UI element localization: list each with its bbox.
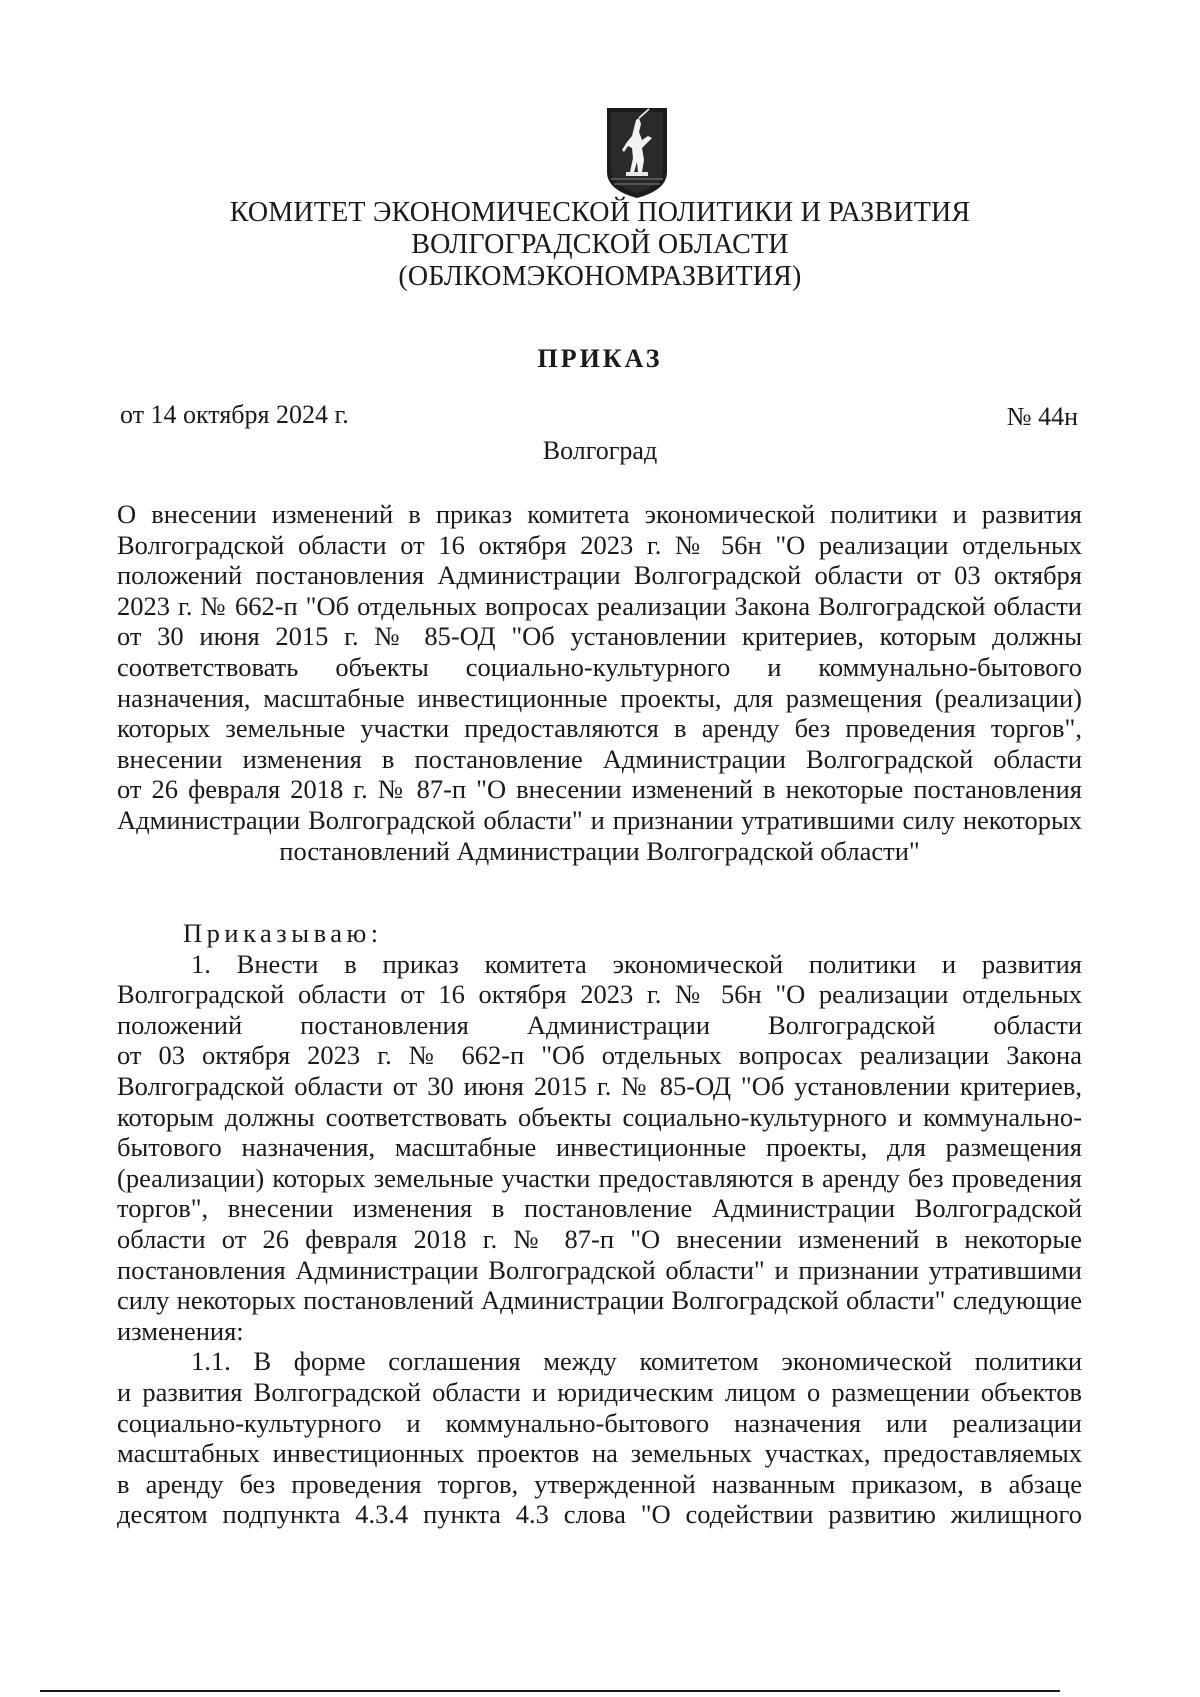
document-body [117,918,1082,1530]
body-line: десятом подпункта 4.3.4 пункта 4.3 слова "О содействии развитию жилищного [117,1499,1082,1530]
subject-line: назначения, масштабные инвестиционные проекты, для размещения (реализации) [117,682,1082,713]
body-line: социально-культурного и коммунально-бытового назначения или реализации [117,1407,1082,1438]
document-subject [117,499,1082,866]
document-city: Волгоград [542,436,658,465]
subject-line: которых земельные участки предоставляются в аренду без проведения торгов", [117,713,1082,744]
committee-name-line2: ВОЛГОГРАДСКОЙ ОБЛАСТИ [411,229,789,260]
document-title: ПРИКАЗ [537,344,663,373]
body-line: в аренду без проведения торгов, утвержденной названным приказом, в абзаце [117,1468,1082,1499]
committee-abbreviation: (ОБЛКОМЭКОНОМРАЗВИТИЯ) [398,261,802,292]
body-line: (реализации) которых земельные участки предоставляются в аренду без проведения [117,1162,1082,1193]
committee-name-line1: КОМИТЕТ ЭКОНОМИЧЕСКОЙ ПОЛИТИКИ И РАЗВИТИЯ [229,197,971,228]
subject-line: 2023 г. № 662-п "Об отдельных вопросах реализации Закона Волгоградской области [117,590,1082,621]
subject-line: О внесении изменений в приказ комитета экономической политики и развития [117,499,1082,529]
subject-line: соответствовать объекты социально-культурного и коммунально-бытового [117,651,1082,682]
body-line: бытового назначения, масштабные инвестиционные проекты, для размещения [117,1132,1082,1163]
body-line: изменения: [117,1315,244,1346]
body-line: 1. Внести в приказ комитета экономической политики и развития [191,948,1082,979]
subject-line: Волгоградской области от 16 октября 2023 г. № 56н "О реализации отдельных [117,529,1082,560]
body-line: области от 26 февраля 2018 г. № 87-п "О внесении изменений в некоторые [117,1223,1082,1254]
document-number: № 44н [1006,402,1078,431]
body-line: от 03 октября 2023 г. № 662-п "Об отдельных вопросах реализации Закона [117,1040,1082,1071]
body-line: торгов", внесении изменения в постановление Администрации Волгоградской [117,1193,1082,1224]
coat-of-arms-emblem [602,106,672,200]
body-line: и развития Волгоградской области и юридическим лицом о размещении объектов [117,1376,1082,1407]
body-line: положений постановления Администрации Волгоградской области [117,1009,1082,1040]
subject-line: от 30 июня 2015 г. № 85-ОД "Об установлении критериев, которым должны [117,621,1082,652]
order-word: Приказываю: [183,918,383,948]
bottom-rule [40,1690,1060,1692]
document-date: от 14 октября 2024 г. [120,400,349,429]
subject-line: от 26 февраля 2018 г. № 87-п "О внесении изменений в некоторые постановления [117,774,1082,805]
body-line: масштабных инвестиционных проектов на земельных участках, предоставляемых [117,1438,1082,1469]
subject-line: положений постановления Администрации Волгоградской области от 03 октября [117,560,1082,591]
subject-line: внесении изменения в постановление Администрации Волгоградской области [117,743,1082,774]
subject-line: постановлений Администрации Волгоградской области" [279,835,920,866]
body-line: Волгоградской области от 30 июня 2015 г. № 85-ОД "Об установлении критериев, [117,1070,1082,1101]
body-line: 1.1. В форме соглашения между комитетом экономической политики [191,1346,1082,1377]
subject-line: Администрации Волгоградской области" и признании утратившими силу некоторых [117,804,1082,835]
body-line: которым должны соответствовать объекты социально-культурного и коммунально- [117,1101,1082,1132]
body-line: постановления Администрации Волгоградской области" и признании утратившими [117,1254,1082,1285]
body-line: силу некоторых постановлений Администрации Волгоградской области" следующие [117,1285,1082,1316]
body-line: Волгоградской области от 16 октября 2023 г. № 56н "О реализации отдельных [117,979,1082,1010]
